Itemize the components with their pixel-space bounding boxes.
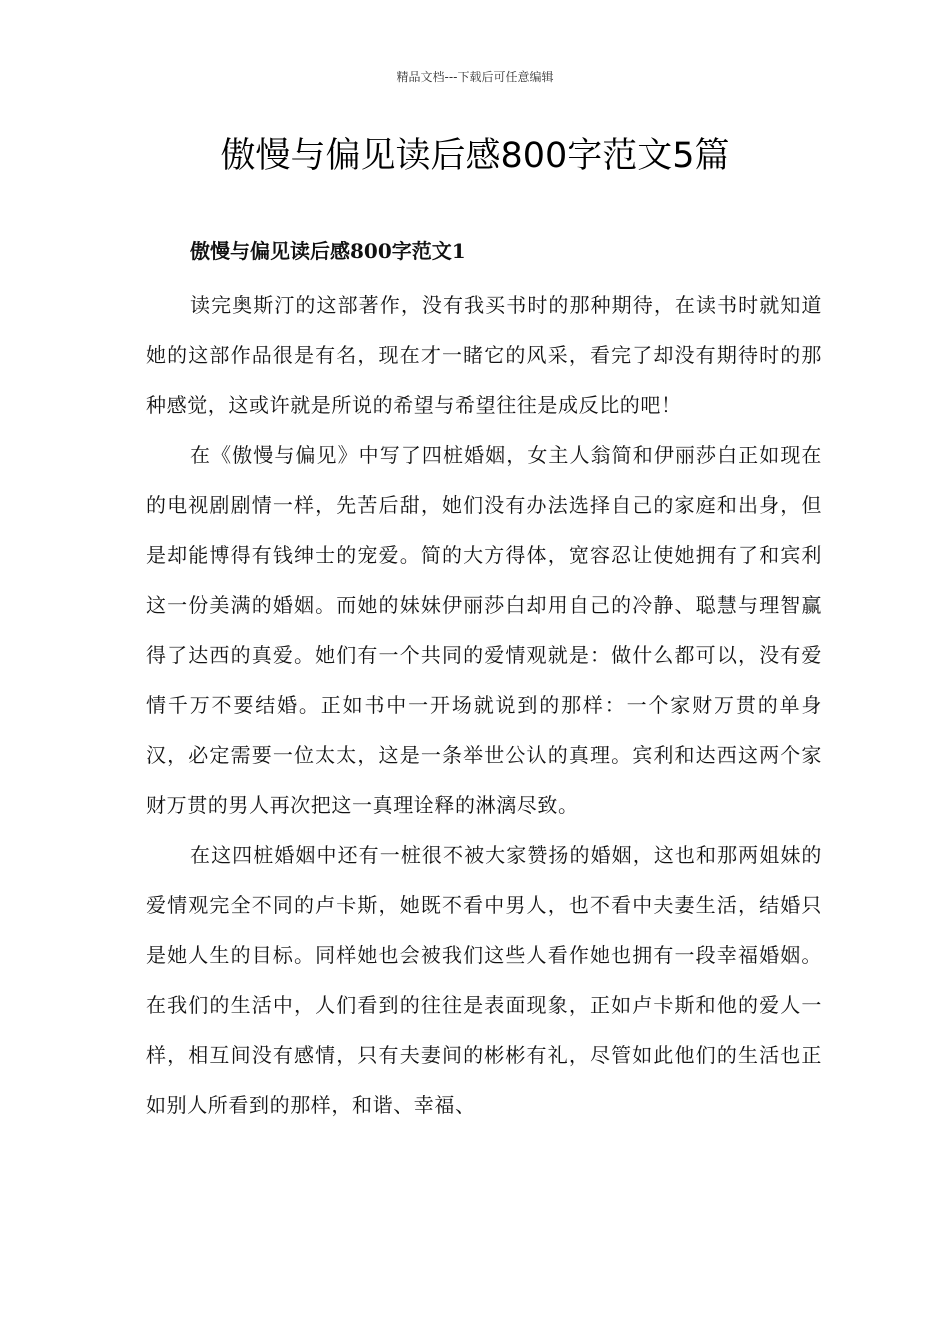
header-note: 精品文档---下载后可任意编辑: [396, 70, 554, 84]
paragraph: 读完奥斯汀的这部著作，没有我买书时的那种期待，在读书时就知道她的这部作品很是有名，现在才一睹它的风采，看完了却没有期待时的那种感觉，这或许就是所说的希望与希望往往是成反比的吧！: [146, 293, 822, 417]
paragraph: 在这四桩婚姻中还有一桩很不被大家赞扬的婚姻，这也和那两姐妹的爱情观完全不同的卢卡斯，她既不看中男人，也不看中夫妻生活，结婚只是她人生的目标。同样她也会被我们这些人看作她也拥有一段幸福婚姻。在我们的生活中，人们看到的往往是表面现象，正如卢卡斯和他的爱人一样，相互间没有感情，只有夫妻间的彬彬有礼，尽管如此他们的生活也正如别人所看到的那样，和谐、幸福、: [146, 843, 822, 1117]
paragraph: 在《傲慢与偏见》中写了四桩婚姻，女主人翁简和伊丽莎白正如现在的电视剧剧情一样，先苦后甜，她们没有办法选择自己的家庭和出身，但是却能博得有钱绅士的宠爱。简的大方得体，宽容忍让使她拥有了和宾利这一份美满的婚姻。而她的妹妹伊丽莎白却用自己的冷静、聪慧与理智赢得了达西的真爱。她们有一个共同的爱情观就是：做什么都可以，没有爱情千万不要结婚。正如书中一开场就说到的那样：一个家财万贯的单身汉，必定需要一位太太，这是一条举世公认的真理。宾利和达西这两个家财万贯的男人再次把这一真理诠释的淋漓尽致。: [146, 443, 822, 817]
document-title: 傲慢与偏见读后感800字范文5篇: [220, 136, 730, 176]
section-heading: 傲慢与偏见读后感800字范文1: [190, 239, 466, 263]
body-text: [146, 280, 822, 1130]
